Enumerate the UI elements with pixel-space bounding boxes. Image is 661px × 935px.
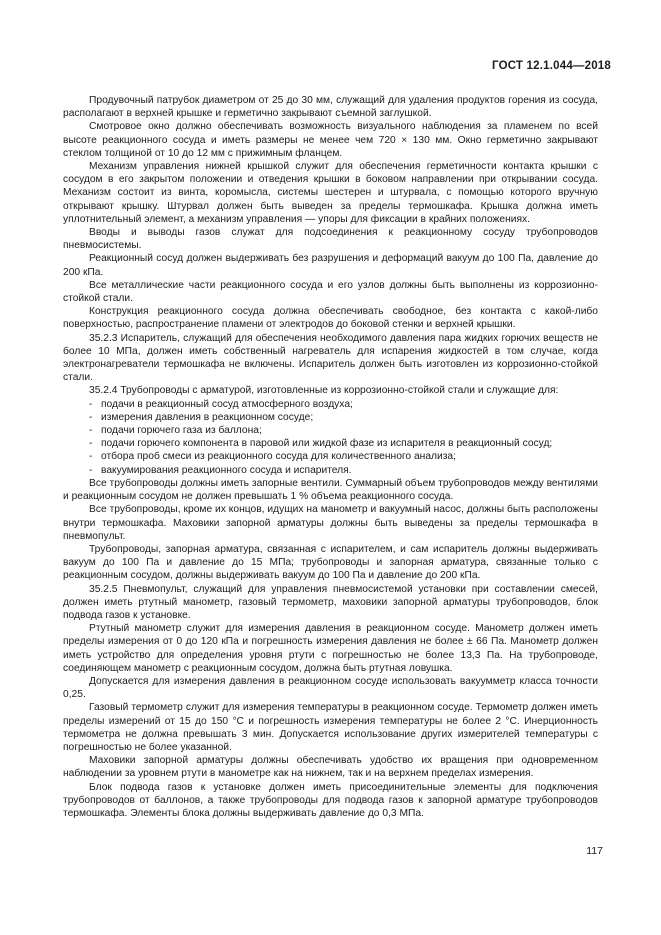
paragraph: Все трубопроводы, кроме их концов, идущих на манометр и вакуумный насос, должны быть расположены внутри термошкафа. Маховики запорной арматуры должны быть выведены за пределы термошкафа в пневмопульт. (63, 504, 598, 542)
paragraph: Трубопроводы, запорная арматура, связанная с испарителем, и сам испаритель должны выдерживать вакуум до 100 Па и давление до 15 МПа; трубопроводы и запорная арматура, связанные только с реакционным сосудом, должны выдерживать вакуум до 100 Па и давление до 200 кПа. (63, 543, 598, 582)
document-body (63, 94, 598, 820)
document-header: ГОСТ 12.1.044—2018 (492, 60, 611, 72)
list-item: - отбора проб смеси из реакционного сосуда для количественного анализа; (89, 451, 456, 463)
list-item: - измерения давления в реакционном сосуде; (89, 411, 314, 423)
list-item: - подачи горючего газа из баллона; (89, 425, 262, 437)
dash-marker: - (89, 451, 93, 463)
paragraph: Ртутный манометр служит для измерения давления в реакционном сосуде. Манометр должен иметь пределы измерения от 0 до 120 кПа и погрешность измерения давления не более ± 66 Па. Манометр должен иметь устройство для определения уровня ртути с погрешностью не более 13,3 Па. На трубопроводе, соединяющем манометр с реакционным сосудом, должна быть ртутная ловушка. (63, 623, 598, 674)
bullet-list (63, 398, 598, 477)
paragraph: 35.2.4 Трубопроводы с арматурой, изготовленные из коррозионно-стойкой стали и служащие для: (89, 385, 559, 397)
dash-marker: - (89, 425, 93, 437)
paragraph: Реакционный сосуд должен выдерживать без разрушения и деформаций вакуум до 100 Па, давление до 200 кПа. (63, 253, 598, 278)
dash-marker: - (89, 438, 93, 450)
paragraph: Все трубопроводы должны иметь запорные вентили. Суммарный объем трубопроводов между вентилями и реакционным сосудом не должен превышать 1 % объема реакционного сосуда. (63, 477, 598, 503)
paragraph: Маховики запорной арматуры должны обеспечивать удобство их вращения при одновременном наблюдении за уровнем ртути в манометре как на нижнем, так и на верхнем пределах измерения. (63, 755, 598, 780)
paragraph: Смотровое окно должно обеспечивать возможность визуального наблюдения за пламенем по всей высоте реакционного сосуда и иметь размеры не менее чем 720 × 130 мм. Окно герметично закрывают стеклом толщиной от 10 до 12 мм с прижимным фланцем. (63, 121, 598, 159)
paragraph: Конструкция реакционного сосуда должна обеспечивать свободное, без контакта с какой-либо поверхностью, распространение пламени от электродов до боковой стенки и верхней крышки. (63, 306, 598, 331)
dash-marker: - (89, 464, 93, 476)
paragraph: Продувочный патрубок диаметром от 25 до 30 мм, служащий для удаления продуктов горения из сосуда, располагают в верхней крышке и герметично закрывают съемной заглушкой. (63, 95, 598, 120)
list-item: - подачи в реакционный сосуд атмосферного воздуха; (89, 398, 353, 410)
paragraph: Блок подвода газов к установке должен иметь присоединительные элементы для подключения трубопроводов от баллонов, а также трубопроводы для подвода газов к запорной арматуре трубопроводов термошкафа. Элементы блока должны выдерживать давление до 0,3 МПа. (63, 781, 598, 819)
paragraph: Все металлические части реакционного сосуда и его узлов должны быть выполнены из коррозионно-стойкой стали. (63, 279, 598, 305)
list-item: - вакуумирования реакционного сосуда и испарителя. (89, 464, 352, 476)
paragraph: Допускается для измерения давления в реакционном сосуде использовать вакуумметр класса точности 0,25. (63, 675, 598, 701)
dash-marker: - (89, 411, 93, 423)
paragraph: Газовый термометр служит для измерения температуры в реакционном сосуде. Термометр должен иметь пределы измерений от 15 до 150 °С и погрешность измерения температуры не более 2 °С. Инерционность термометра не должна превышать 3 мин. Допускается использование других измерителей температуры с погрешностью не более указанной. (63, 702, 598, 753)
paragraph: 35.2.5 Пневмопульт, служащий для управления пневмосистемой установки при составлении смесей, должен иметь ртутный манометр, газовый термометр, маховики запорной арматуры трубопроводов, блок подвода газов к установке. (63, 583, 598, 621)
paragraph: 35.2.3 Испаритель, служащий для обеспечения необходимого давления пара жидких горючих веществ не более 10 МПа, должен иметь собственный нагреватель для испарения жидкостей в том случае, когда электронагреватели термошкафа не включены. Испаритель должен быть изготовлен из коррозионно-стойкой стали. (63, 332, 598, 384)
dash-marker: - (89, 398, 93, 410)
paragraph: Вводы и выводы газов служат для подсоединения к реакционному сосуду трубопроводов пневмосистемы. (63, 227, 598, 252)
list-item: - подачи горючего компонента в паровой или жидкой фазе из испарителя в реакционный сосуд; (89, 438, 553, 450)
paragraph: Механизм управления нижней крышкой служит для обеспечения герметичности контакта крышки с сосудом в его закрытом положении и отведения крышки в боковом направлении при открывании сосуда. Механизм состоит из винта, коромысла, системы шестерен и штурвала, с помощью которого вручную открывают крышку. Штурвал должен быть выведен за пределы термошкафа. Крышка должна иметь уплотнительный элемент, а механизм управления — упоры для фиксации в крайних положениях. (63, 161, 598, 225)
page-number: 117 (586, 845, 603, 857)
